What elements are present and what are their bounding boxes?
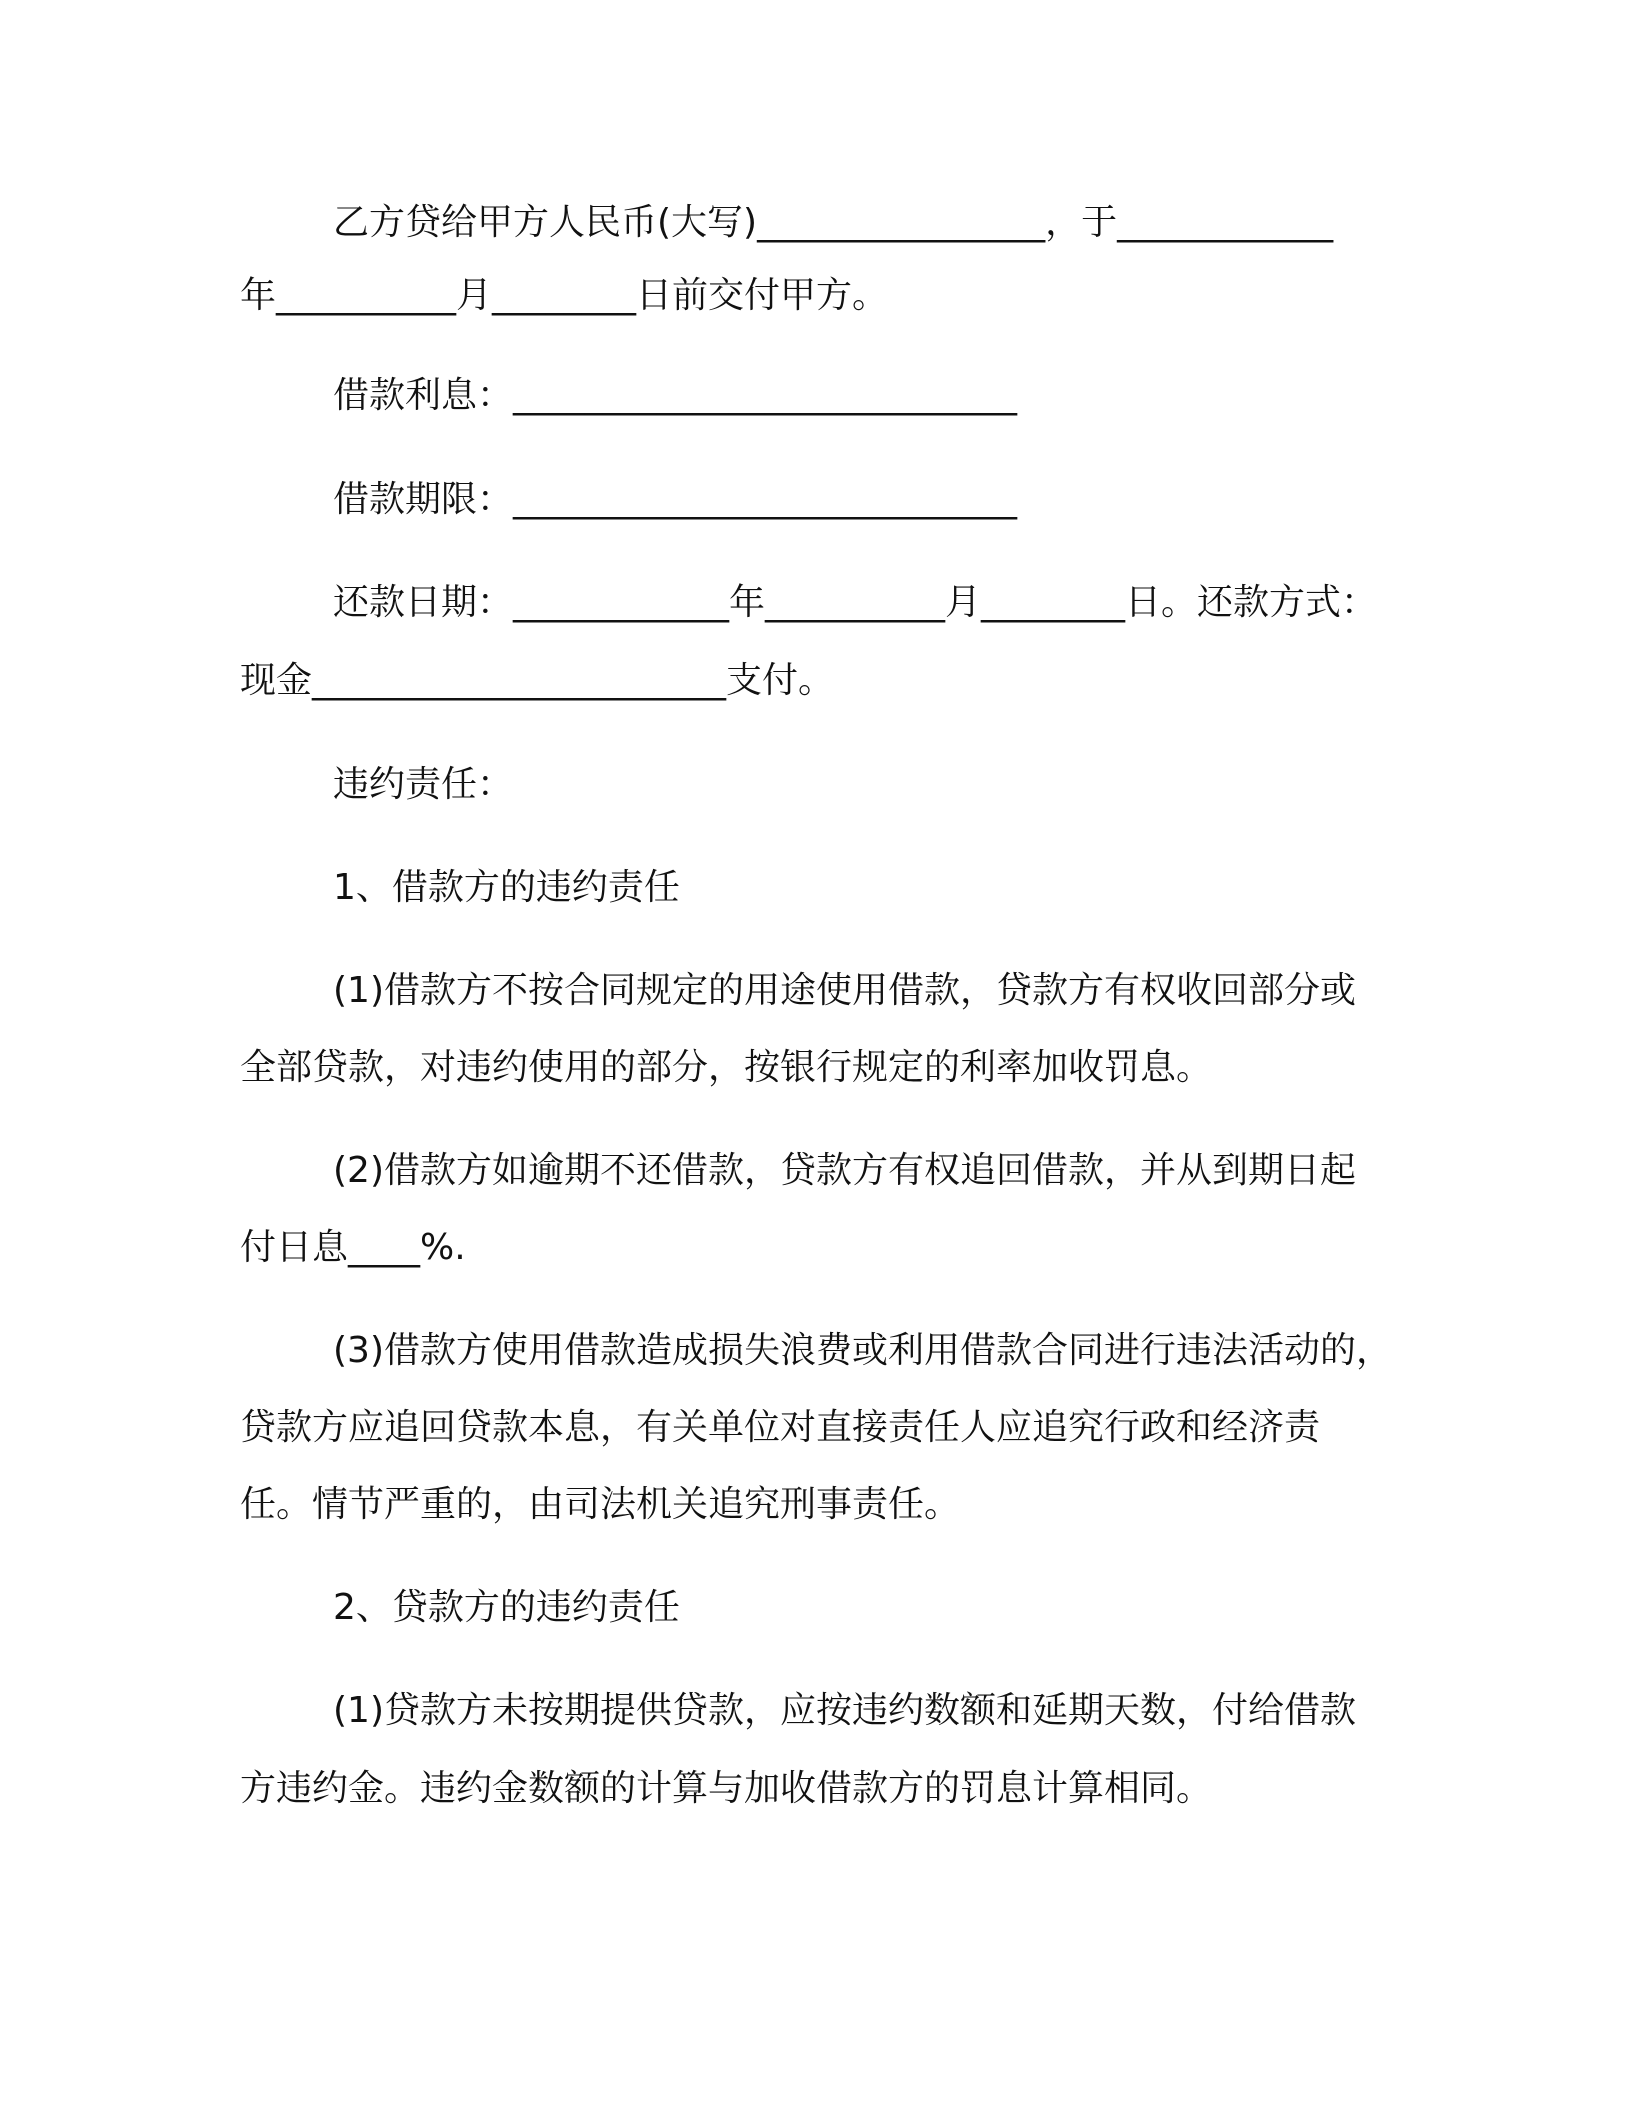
lender-liability-heading: 2、贷款方的违约责任 [333, 1587, 680, 1628]
delivery-date-line: 年__________月________日前交付甲方。 [240, 275, 889, 316]
repayment-date-line: 还款日期：____________年__________月________日。还款方式： [333, 582, 1378, 623]
clause-2-1-line-1: (1)贷款方未按期提供贷款，应按违约数额和延期天数，付给借款 [333, 1690, 1356, 1731]
borrower-liability-heading: 1、借款方的违约责任 [333, 867, 680, 908]
repayment-method-line: 现金_______________________支付。 [240, 660, 835, 701]
breach-liability-heading: 违约责任： [333, 764, 514, 805]
clause-1-3-line-1: (3)借款方使用借款造成损失浪费或利用借款合同进行违法活动的， [333, 1330, 1392, 1371]
clause-2-1-line-2: 方违约金。违约金数额的计算与加收借款方的罚息计算相同。 [240, 1768, 1213, 1809]
loan-amount-line: 乙方贷给甲方人民币(大写)________________，于____________ [333, 202, 1334, 243]
clause-1-2-line-1: (2)借款方如逾期不还借款，贷款方有权追回借款，并从到期日起 [333, 1150, 1356, 1191]
loan-term-line: 借款期限：____________________________ [333, 479, 1018, 520]
clause-1-2-line-2: 付日息____%. [240, 1227, 466, 1268]
clause-1-3-line-2: 贷款方应追回贷款本息，有关单位对直接责任人应追究行政和经济责 [240, 1407, 1321, 1448]
clause-1-3-line-3: 任。情节严重的，由司法机关追究刑事责任。 [240, 1484, 961, 1525]
clause-1-1-line-2: 全部贷款，对违约使用的部分，按银行规定的利率加收罚息。 [240, 1047, 1213, 1088]
loan-interest-line: 借款利息：____________________________ [333, 375, 1018, 416]
clause-1-1-line-1: (1)借款方不按合同规定的用途使用借款，贷款方有权收回部分或 [333, 970, 1356, 1011]
